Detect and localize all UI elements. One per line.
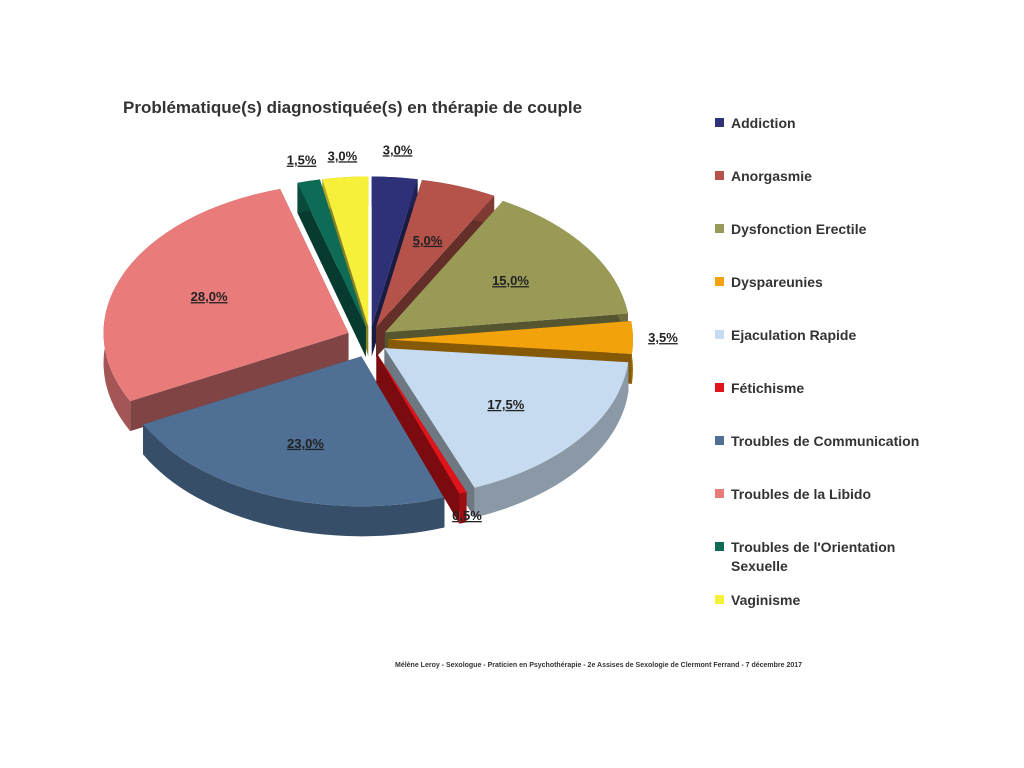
legend-label: Vaginisme [731,592,801,608]
legend-item-3 [715,273,946,292]
chart-title: Problématique(s) diagnostiquée(s) en thérapie de couple [123,98,583,117]
legend-item-8 [715,538,946,576]
legend-item-5 [715,379,946,398]
legend-swatch [715,595,724,604]
legend-swatch [715,436,724,445]
data-label-6: 23,0% [287,435,324,451]
data-label-5: 0,5% [452,508,482,523]
legend-label: Troubles de Communication [731,433,920,449]
legend-label: Fétichisme [731,380,805,396]
legend-label: Addiction [731,115,796,131]
data-label-7: 28,0% [190,289,228,305]
legend-swatch [715,224,724,233]
legend-swatch [715,330,724,339]
legend-label: Troubles de l'Orientation Sexuelle [731,539,896,574]
legend-swatch [715,489,724,498]
legend-label: Dysfonction Erectile [731,221,867,237]
legend-swatch [715,277,724,286]
legend-item-2 [715,220,946,239]
legend-label: Ejaculation Rapide [731,327,857,343]
legend-item-6 [715,432,946,451]
legend-label: Troubles de la Libido [731,486,872,502]
legend-item-9 [715,591,946,610]
data-label-9: 3,0% [327,148,358,164]
data-label-4: 17,5% [487,396,525,412]
legend-label: Dyspareunies [731,274,823,290]
data-label-1: 5,0% [412,232,443,248]
legend-swatch [715,383,724,392]
data-label-2: 15,0% [492,273,529,289]
legend-item-4 [715,326,946,345]
footer-credit: Mélène Leroy - Sexologue - Praticien en Psychothérapie - 2e Assises de Sexologie de Clermont Ferrand - 7 décembre 2017 [395,662,803,669]
data-label-3: 3,5% [648,330,678,346]
legend-swatch [715,118,724,127]
legend-item-1 [715,167,946,186]
legend-swatch [715,542,724,551]
legend-swatch [715,171,724,180]
legend-item-7 [715,485,946,504]
data-label-8: 1,5% [286,152,317,168]
data-label-0: 3,0% [382,142,413,158]
legend-label: Anorgasmie [731,168,812,184]
legend-item-0 [715,114,946,133]
